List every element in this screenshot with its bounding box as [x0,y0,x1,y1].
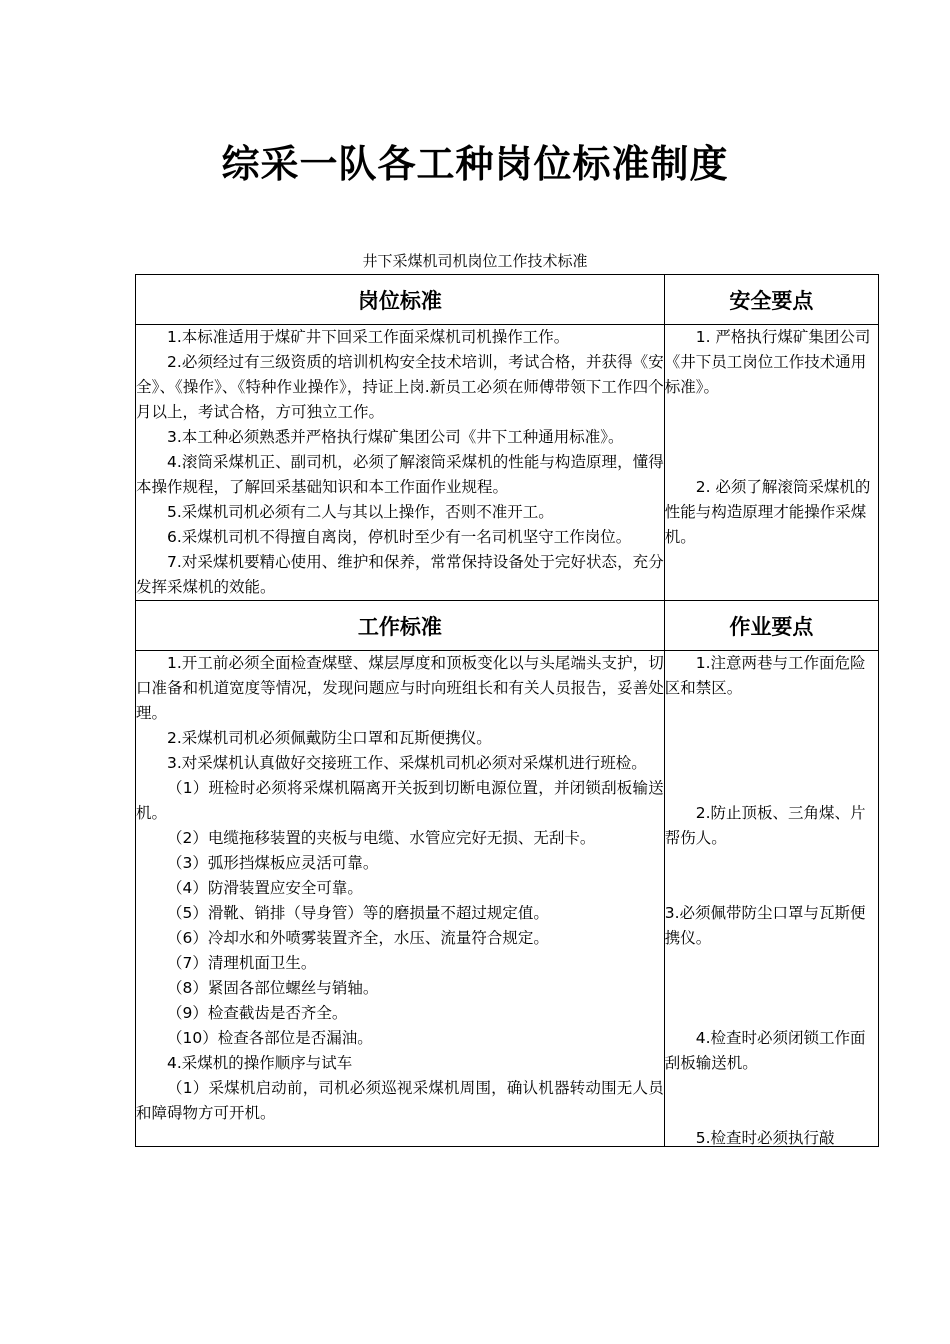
work-standard-item: （9）检查截齿是否齐全。 [167,1004,348,1022]
work-standard-item: （1）班检时必须将采煤机隔离开关扳到切断电源位置，并闭锁刮板输送机。 [136,779,664,822]
post-standard-item: 7.对采煤机要精心使用、维护和保养，常常保持设备处于完好状态，充分发挥采煤机的效能。 [136,553,664,596]
section1-header-row [136,275,879,325]
standard-table [135,274,879,1147]
post-standard-cell [136,325,665,601]
work-standard-item: 4.采煤机的操作顺序与试车 [167,1054,353,1072]
work-standard-item: 2.采煤机司机必须佩戴防尘口罩和瓦斯便携仪。 [167,729,492,747]
operation-points-cell [664,651,878,1147]
work-standard-item: （5）滑靴、销排（导身管）等的磨损量不超过规定值。 [167,904,549,922]
work-standard-item: （7）清理机面卫生。 [167,954,317,972]
work-standard-header: 工作标准 [136,601,665,651]
spacer [665,951,878,1026]
operation-point: 3.必须佩带防尘口罩与瓦斯便携仪。 [664,904,866,947]
work-standard-item: （2）电缆拖移装置的夹板与电缆、水管应完好无损、无刮卡。 [167,829,596,847]
post-standard-item: 1.本标准适用于煤矿井下回采工作面采煤机司机操作工作。 [167,328,570,346]
document-subtitle: 井下采煤机司机岗位工作技术标准 [362,252,588,270]
section2-header-row [136,601,879,651]
post-standard-item: 5.采煤机司机必须有二人与其以上操作，否则不准开工。 [167,503,554,521]
post-standard-item: 6.采煤机司机不得擅自离岗，停机时至少有一名司机坚守工作岗位。 [167,528,632,546]
operation-point: 2.防止顶板、三角煤、片帮伤人。 [664,804,866,847]
work-standard-item: 3.对采煤机认真做好交接班工作、采煤机司机必须对采煤机进行班检。 [167,754,647,772]
spacer [665,1076,878,1126]
post-standard-item: 3.本工种必须熟悉并严格执行煤矿集团公司《井下工种通用标准》。 [167,428,624,446]
section2-content-row [136,651,879,1147]
spacer [665,851,878,901]
work-standard-item: （4）防滑装置应安全可靠。 [167,879,363,897]
work-standard-item: （10）检查各部位是否漏油。 [167,1029,373,1047]
safety-point: 1. 严格执行煤矿集团公司《井下员工岗位工作技术通用标准》。 [664,328,871,396]
spacer [665,400,878,475]
work-standard-cell [136,651,665,1147]
work-standard-item: （1）采煤机启动前，司机必须巡视采煤机周围，确认机器转动围无人员和障碍物方可开机。 [136,1079,664,1122]
operation-point: 4.检查时必须闭锁工作面刮板输送机。 [664,1029,866,1072]
work-standard-item: 1.开工前必须全面检查煤壁、煤层厚度和顶板变化以与头尾端头支护，切口准备和机道宽度等情况，发现问题应与时向班组长和有关人员报告，妥善处理。 [136,654,664,722]
safety-points-cell [664,325,878,601]
document-title: 综采一队各工种岗位标准制度 [221,142,729,186]
operation-point: 5.检查时必须执行敲 [695,1129,835,1146]
post-standard-item: 2.必须经过有三级资质的培训机构安全技术培训，考试合格，并获得《安全》、《操作》、《特种作业操作》，持证上岗.新员工必须在师傅带领下工作四个月以上，考试合格，方可独立工作。 [136,353,664,421]
post-standard-item: 4.滚筒采煤机正、副司机，必须了解滚筒采煤机的性能与构造原理，懂得本操作规程，了解回采基础知识和本工作面作业规程。 [136,453,664,496]
work-standard-item: （8）紧固各部位螺丝与销轴。 [167,979,379,997]
spacer [665,701,878,801]
safety-points-header: 安全要点 [664,275,878,325]
operation-point: 1.注意两巷与工作面危险区和禁区。 [664,654,866,697]
section1-content-row [136,325,879,601]
work-standard-item: （6）冷却水和外喷雾装置齐全，水压、流量符合规定。 [167,929,549,947]
safety-point: 2. 必须了解滚筒采煤机的性能与构造原理才能操作采煤机。 [664,478,871,546]
work-standard-item: （3）弧形挡煤板应灵活可靠。 [167,854,379,872]
operation-points-header: 作业要点 [664,601,878,651]
post-standard-header: 岗位标准 [136,275,665,325]
